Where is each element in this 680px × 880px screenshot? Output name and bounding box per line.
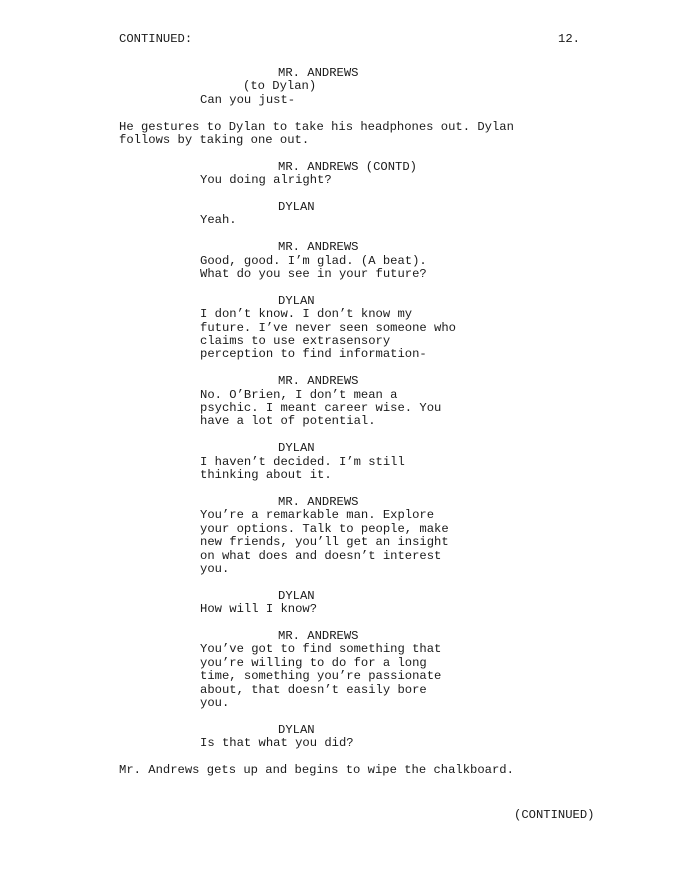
character-name: MR. ANDREWS bbox=[278, 628, 359, 643]
dialogue-line: you’re willing to do for a long bbox=[200, 655, 427, 670]
dialogue-line: on what does and doesn’t interest bbox=[200, 548, 442, 563]
dialogue-line: psychic. I meant career wise. You bbox=[200, 401, 442, 416]
dialogue-line: You’ve got to find something that bbox=[200, 642, 442, 657]
dialogue-line: Can you just- bbox=[200, 92, 296, 107]
blank-line bbox=[0, 751, 680, 764]
dialogue-line: perception to find information- bbox=[200, 347, 427, 362]
blank-line bbox=[0, 147, 680, 160]
dialogue-line: You’re a remarkable man. Explore bbox=[200, 508, 435, 523]
continued-header: CONTINUED: bbox=[119, 32, 193, 46]
dialogue-line: thinking about it. bbox=[200, 468, 332, 483]
blank-line bbox=[0, 482, 680, 495]
dialogue-line: I don’t know. I don’t know my bbox=[200, 307, 413, 322]
dialogue-line: time, something you’re passionate bbox=[200, 669, 442, 684]
blank-line bbox=[0, 228, 680, 241]
dialogue-line: claims to use extrasensory bbox=[200, 334, 391, 349]
character-name: DYLAN bbox=[278, 200, 315, 215]
blank-line bbox=[0, 576, 680, 589]
blank-line bbox=[0, 429, 680, 442]
character-name: MR. ANDREWS (CONTD) bbox=[278, 159, 417, 174]
blank-line bbox=[0, 710, 680, 723]
continued-footer: (CONTINUED) bbox=[514, 808, 595, 822]
character-name: DYLAN bbox=[278, 722, 315, 737]
blank-line bbox=[0, 362, 680, 375]
dialogue-line: your options. Talk to people, make bbox=[200, 521, 449, 536]
script-body bbox=[0, 67, 680, 777]
dialogue-line: you. bbox=[200, 561, 230, 576]
dialogue-line: I haven’t decided. I’m still bbox=[200, 454, 405, 469]
character-name: MR. ANDREWS bbox=[278, 240, 359, 255]
character-name: DYLAN bbox=[278, 293, 315, 308]
dialogue-line: No. O’Brien, I don’t mean a bbox=[200, 387, 398, 402]
character-name: DYLAN bbox=[278, 588, 315, 603]
character-name: MR. ANDREWS bbox=[278, 66, 359, 80]
blank-line bbox=[0, 617, 680, 630]
character-name: MR. ANDREWS bbox=[278, 494, 359, 509]
dialogue-line: Yeah. bbox=[200, 213, 237, 228]
parenthetical: (to Dylan) bbox=[243, 79, 317, 94]
action-line: follows by taking one out. bbox=[119, 133, 310, 148]
blank-line bbox=[0, 281, 680, 294]
blank-line bbox=[0, 188, 680, 201]
blank-line bbox=[0, 107, 680, 120]
action-line: Mr. Andrews gets up and begins to wipe the chalkboard. bbox=[119, 762, 514, 777]
dialogue-line: future. I’ve never seen someone who bbox=[200, 320, 456, 335]
dialogue-line: Is that what you did? bbox=[200, 736, 354, 751]
action-line: He gestures to Dylan to take his headphones out. Dylan bbox=[119, 119, 514, 134]
page-number: 12. bbox=[558, 32, 580, 46]
dialogue-line: you. bbox=[200, 695, 230, 710]
dialogue-line: new friends, you’ll get an insight bbox=[200, 535, 449, 550]
character-name: MR. ANDREWS bbox=[278, 374, 359, 389]
dialogue-line: How will I know? bbox=[200, 602, 318, 617]
dialogue-line: Good, good. I’m glad. (A beat). bbox=[200, 253, 427, 268]
dialogue-line: What do you see in your future? bbox=[200, 267, 427, 282]
dialogue-line: about, that doesn’t easily bore bbox=[200, 682, 427, 697]
dialogue-line: You doing alright? bbox=[200, 173, 332, 188]
dialogue-line: have a lot of potential. bbox=[200, 414, 376, 429]
character-name: DYLAN bbox=[278, 441, 315, 456]
